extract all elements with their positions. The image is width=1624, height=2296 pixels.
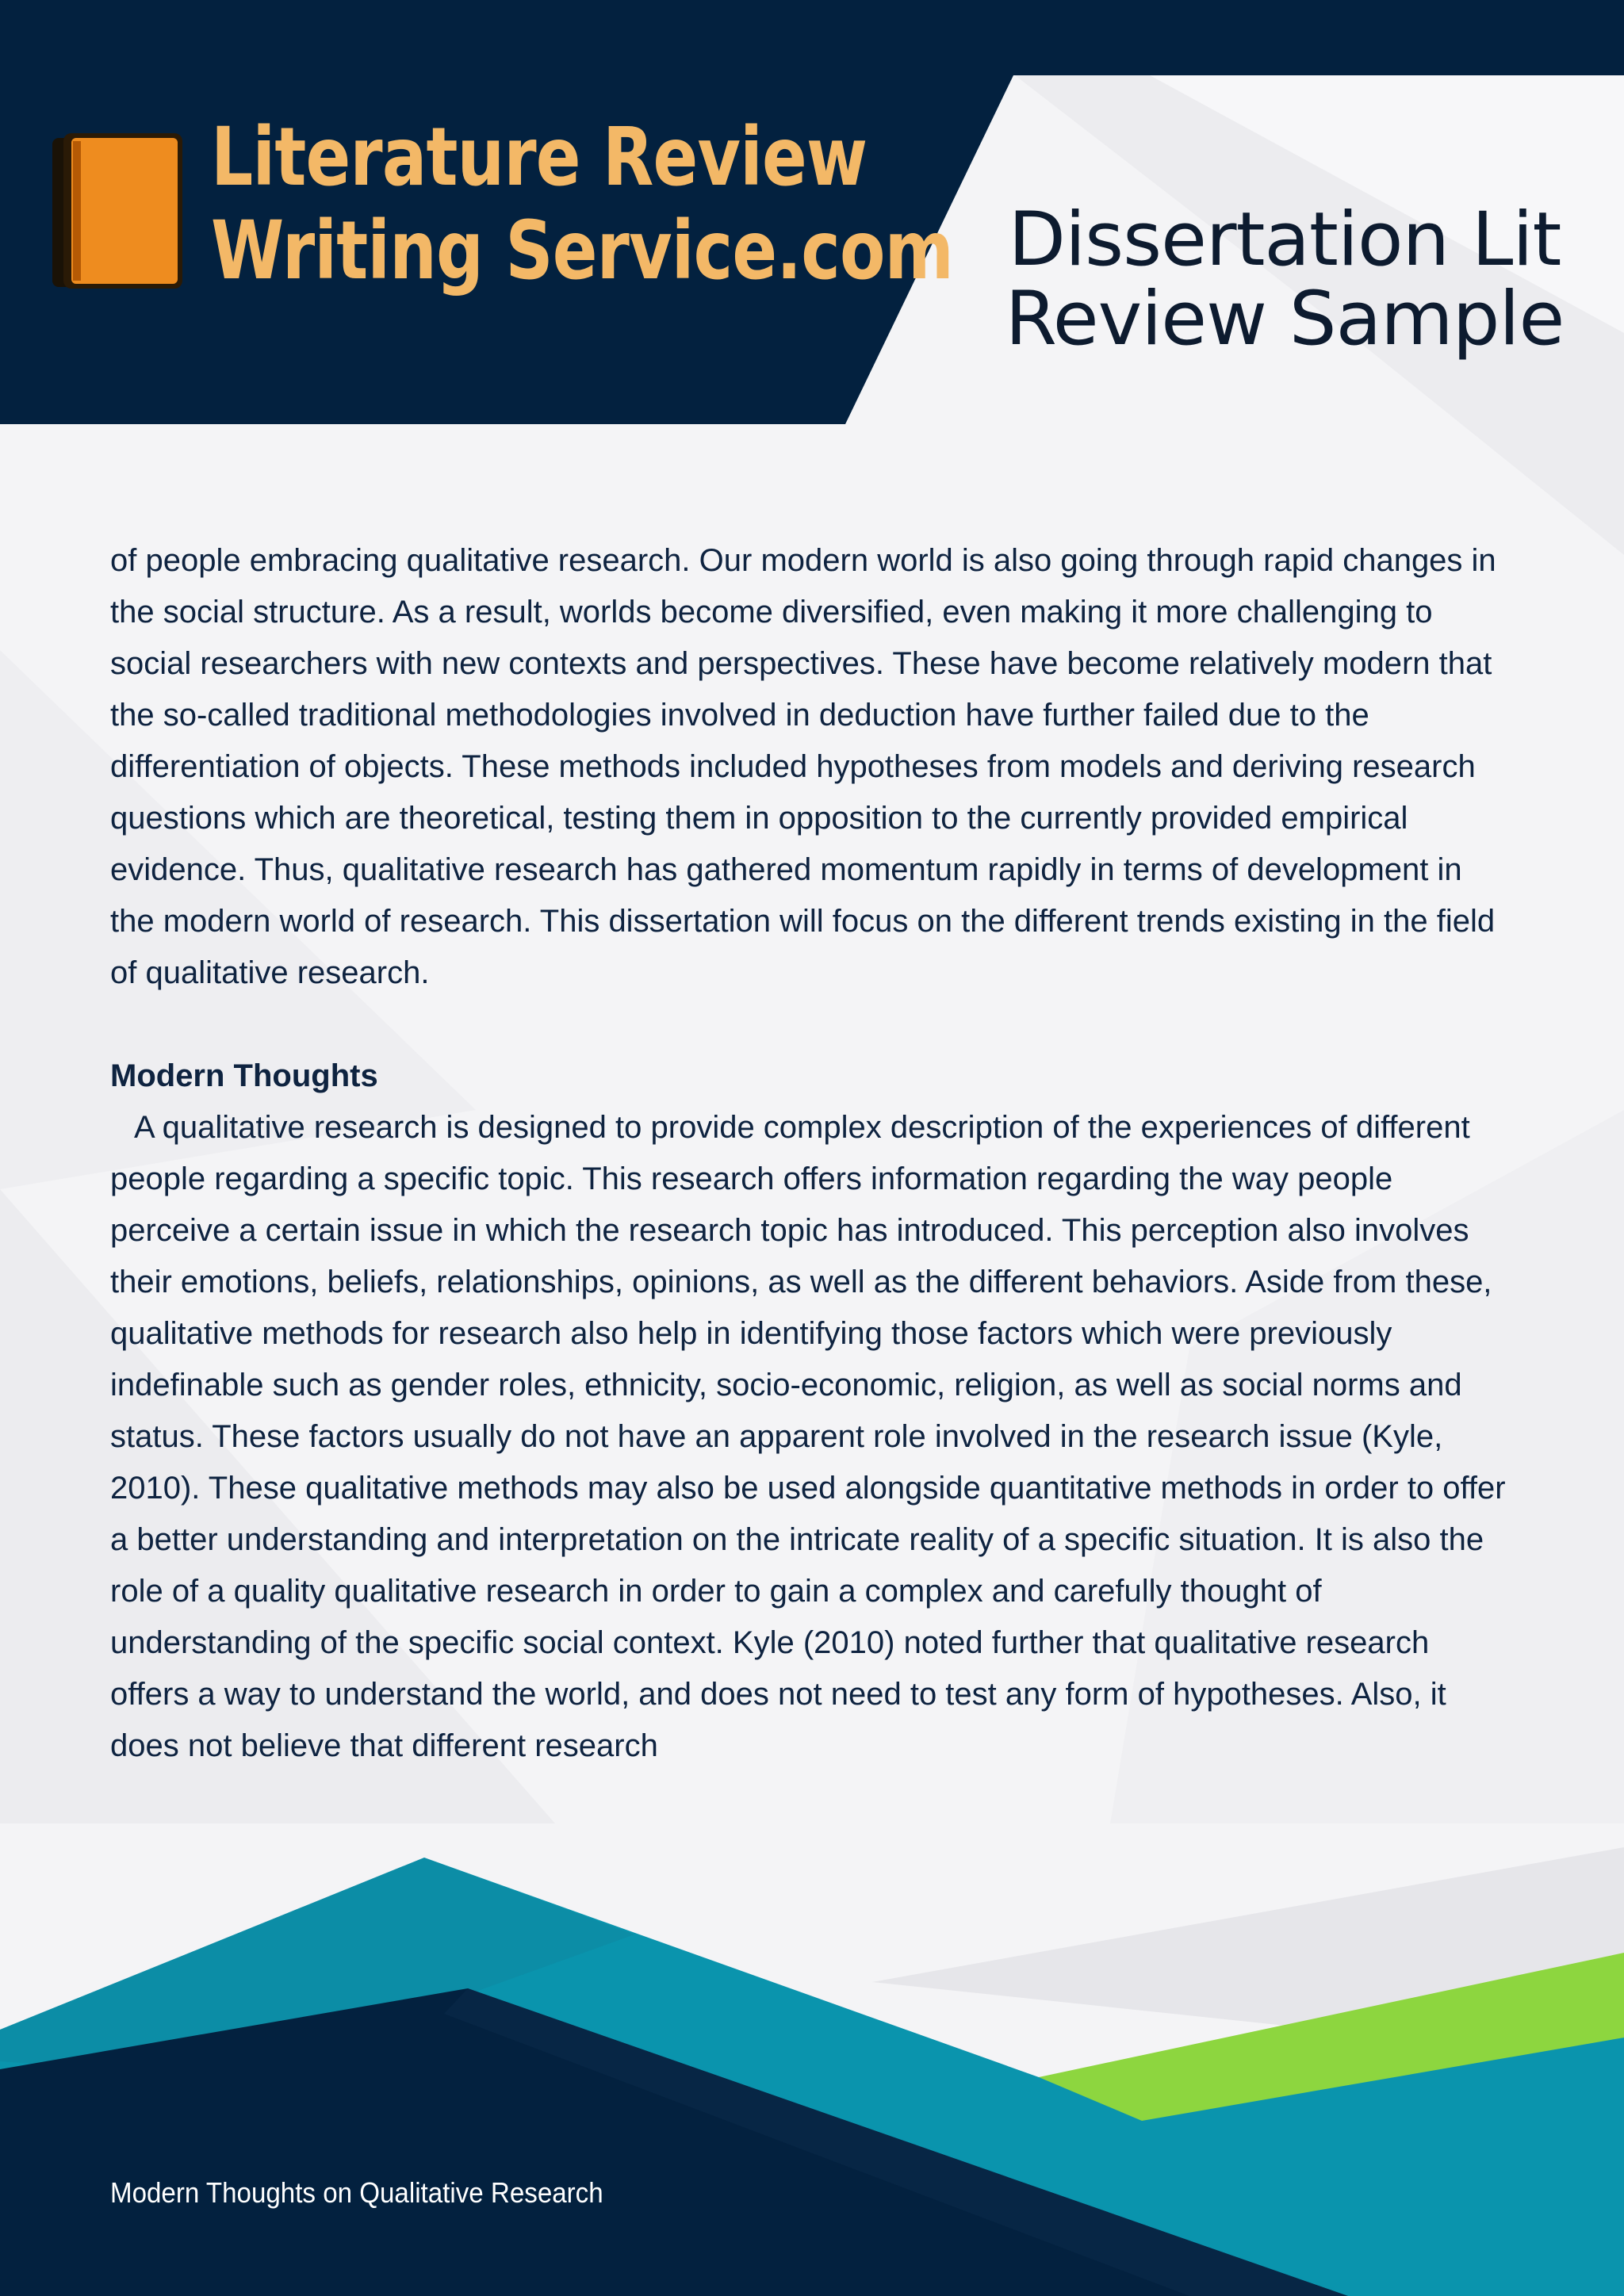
book-icon xyxy=(52,133,187,292)
document-body xyxy=(110,535,1506,1772)
logo-line-1: Literature Review xyxy=(211,110,868,205)
logo-text xyxy=(211,110,953,298)
logo-line-2: Writing Service.com xyxy=(211,204,953,298)
section-heading: Modern Thoughts xyxy=(110,1058,378,1093)
body-paragraph-2: A qualitative research is designed to provide complex description of the experiences of different people regarding a specific topic. This research offers information regarding the way people perceive a certain issue in which the research topic has introduced. This perception also involves their emotions, beliefs, relationships, opinions, as well as the different behaviors. Aside from these, qualitative methods for research also help in identifying those factors which were previously indefinable such as gender roles, ethnicity, socio-economic, religion, as well as social norms and status. These factors usually do not have an apparent role involved in the research issue (Kyle, 2010). These qualitative methods may also be used alongside quantitative methods in order to offer a better understanding and interpretation on the intricate reality of a specific situation. It is also the role of a quality qualitative research in order to gain a complex and carefully thought of understanding of the specific social context. Kyle (2010) noted further that qualitative research offers a way to understand the world, and does not need to test any form of hypotheses. Also, it does not believe that different research xyxy=(110,1110,1506,1763)
body-paragraph-1: of people embracing qualitative research. Our modern world is also going through rapid changes in the social structure. As a result, worlds become diversified, even making it more challenging to social researchers with new contexts and perspectives. These have become relatively modern that the so-called traditional methodologies involved in deduction have further failed due to the differentiation of objects. These methods included hypotheses from models and deriving research questions which are theoretical, testing them in opposition to the currently provided empirical evidence. Thus, qualitative research has gathered momentum rapidly in terms of development in the modern world of research. This dissertation will focus on the different trends existing in the field of qualitative research. xyxy=(110,543,1496,990)
page-title-line-1: Dissertation Lit xyxy=(1008,196,1561,283)
footer-text: Modern Thoughts on Qualitative Research xyxy=(110,2176,603,2209)
page-title xyxy=(983,196,1586,362)
company-logo xyxy=(52,110,953,309)
page-title-line-2: Review Sample xyxy=(1005,275,1565,362)
